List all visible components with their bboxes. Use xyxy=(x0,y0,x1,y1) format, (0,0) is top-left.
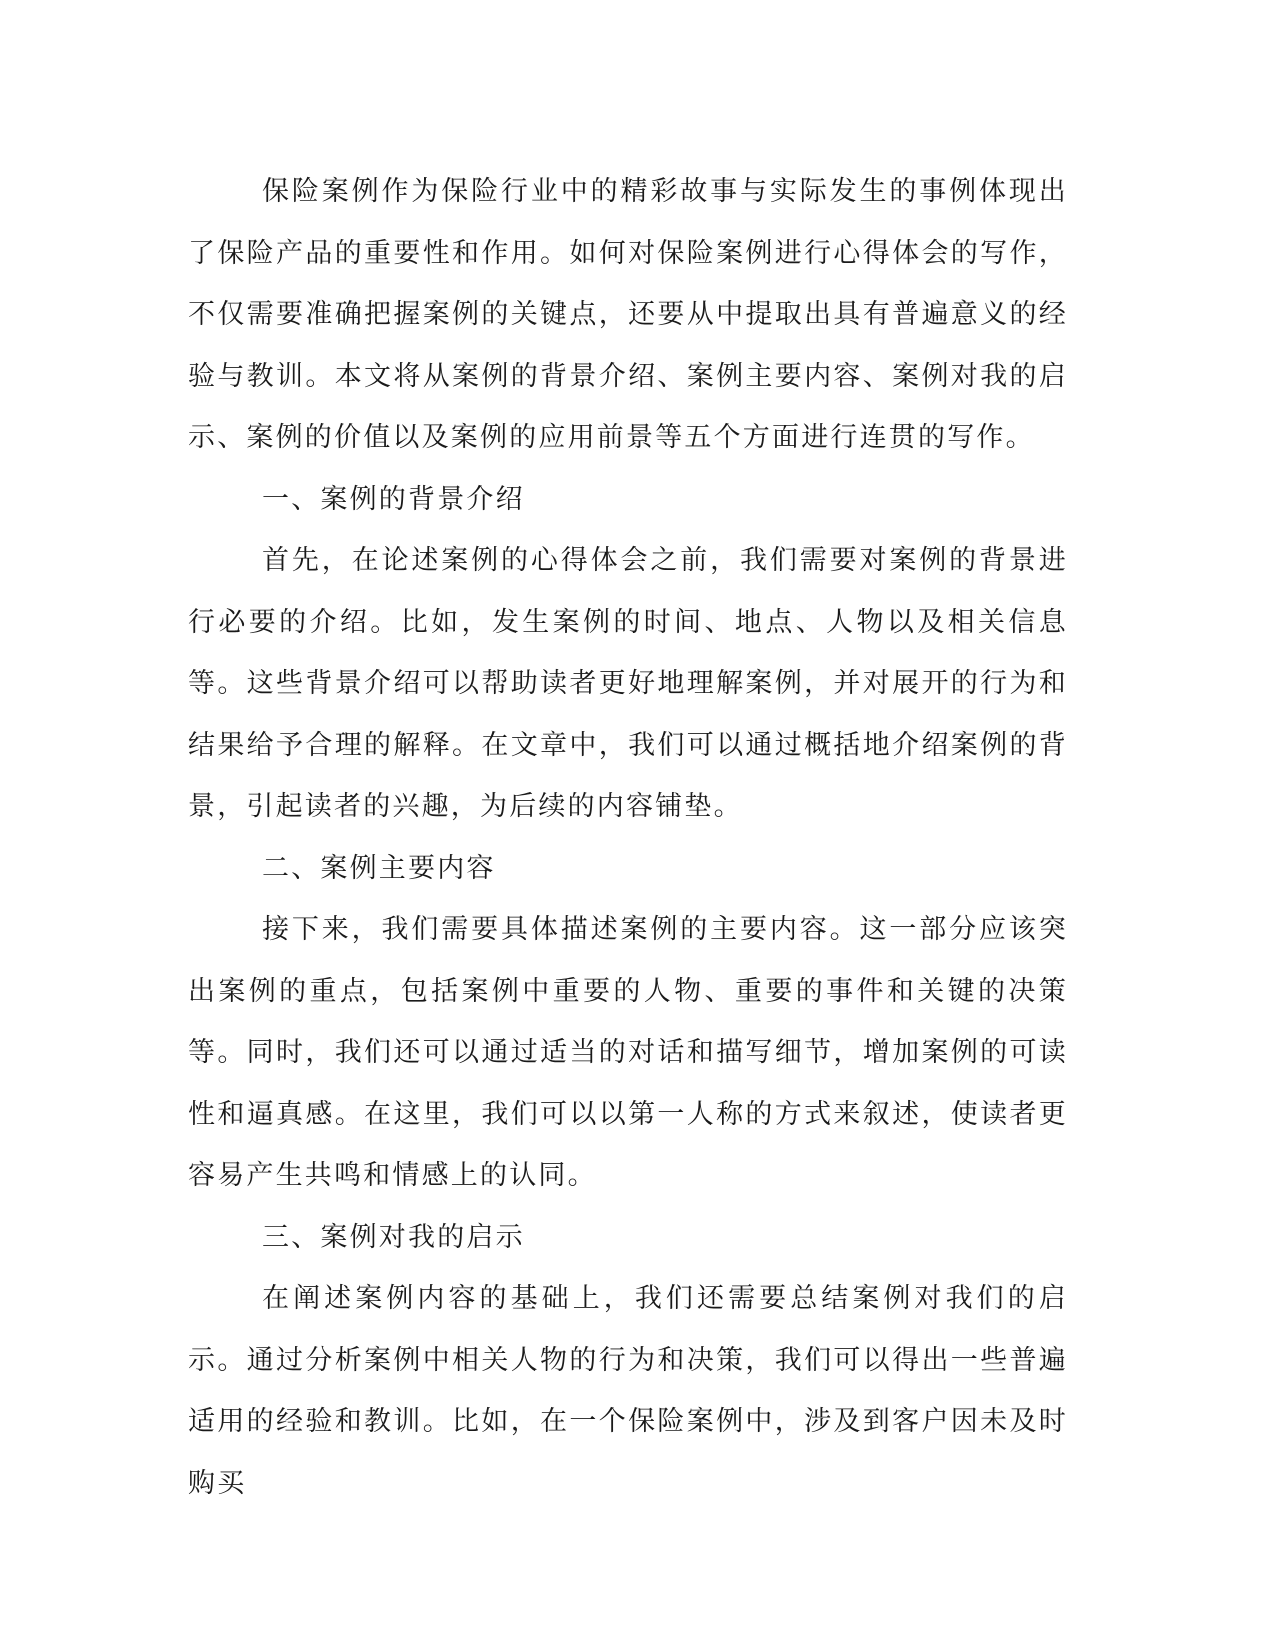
section-heading-insights: 三、案例对我的启示 xyxy=(262,1221,525,1253)
section-heading-background: 一、案例的背景介绍 xyxy=(262,483,525,515)
insights-paragraph: 在阐述案例内容的基础上，我们还需要总结案例对我们的启示。通过分析案例中相关人物的行为和决策，我们可以得出一些普遍适用的经验和教训。比如，在一个保险案例中，涉及到客户因未及时购买 xyxy=(188,1283,1068,1499)
document-body xyxy=(188,161,1068,1514)
intro-paragraph: 保险案例作为保险行业中的精彩故事与实际发生的事例体现出了保险产品的重要性和作用。如何对保险案例进行心得体会的写作，不仅需要准确把握案例的关键点，还要从中提取出具有普遍意义的经验与教训。本文将从案例的背景介绍、案例主要内容、案例对我的启示、案例的价值以及案例的应用前景等五个方面进行连贯的写作。 xyxy=(188,176,1068,453)
section-heading-main-content: 二、案例主要内容 xyxy=(262,852,496,884)
background-paragraph: 首先，在论述案例的心得体会之前，我们需要对案例的背景进行必要的介绍。比如，发生案例的时间、地点、人物以及相关信息等。这些背景介绍可以帮助读者更好地理解案例，并对展开的行为和结果给予合理的解释。在文章中，我们可以通过概括地介绍案例的背景，引起读者的兴趣，为后续的内容铺垫。 xyxy=(188,545,1068,822)
main-content-paragraph: 接下来，我们需要具体描述案例的主要内容。这一部分应该突出案例的重点，包括案例中重要的人物、重要的事件和关键的决策等。同时，我们还可以通过适当的对话和描写细节，增加案例的可读性和逼真感。在这里，我们可以以第一人称的方式来叙述，使读者更容易产生共鸣和情感上的认同。 xyxy=(188,914,1068,1191)
